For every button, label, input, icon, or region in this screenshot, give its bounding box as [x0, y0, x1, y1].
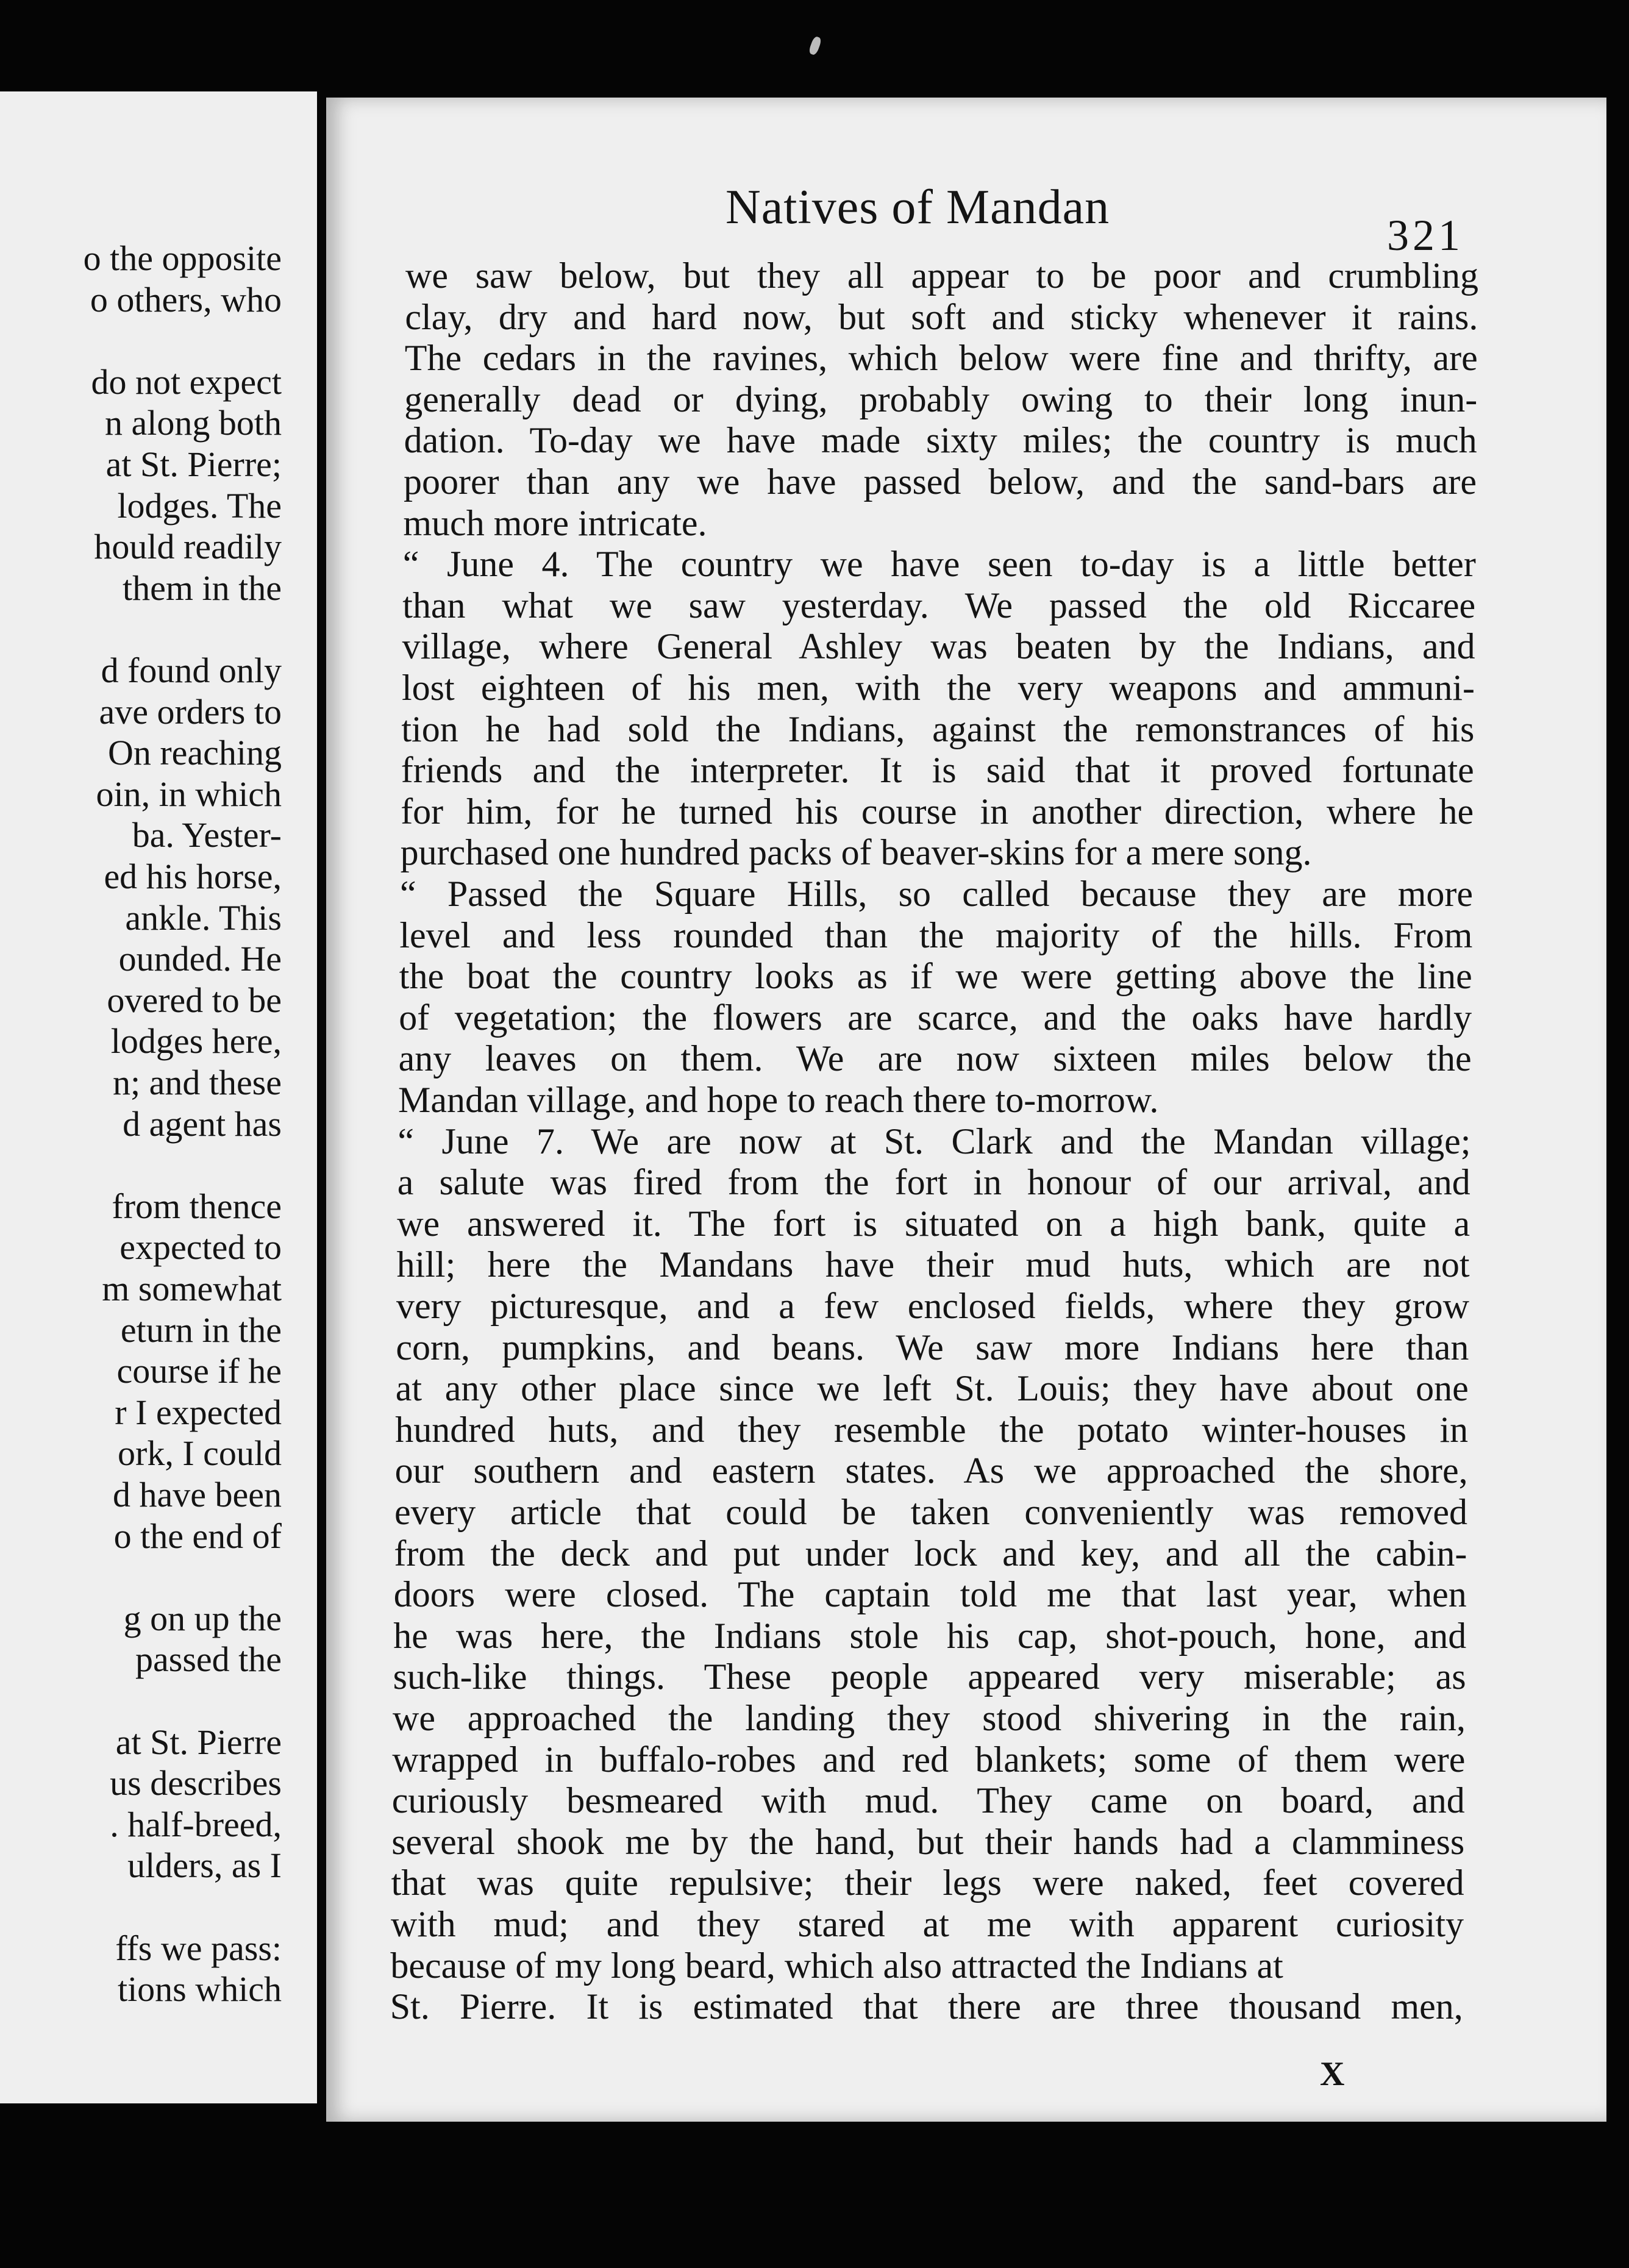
body-text-line: friends and the interpreter. It is said that it proved fortunate: [401, 750, 1474, 791]
left-page-line: . half-breed,: [110, 1804, 282, 1844]
body-text-line: the boat the country looks as if we were getting above the line: [399, 956, 1472, 997]
body-text-line: tion he had sold the Indians, against the remonstrances of his: [401, 708, 1475, 749]
left-page-line: o others, who: [90, 279, 282, 319]
body-text-line: curiously besmeared with mud. They came on board, and: [391, 1780, 1465, 1821]
left-page-line: expected to: [119, 1227, 282, 1268]
left-page-line: tions which: [117, 1969, 282, 2009]
left-page-line: On reaching: [107, 733, 282, 773]
body-text-line: we answered it. The fort is situated on a high bank, quite a: [397, 1203, 1470, 1244]
left-page-line: at St. Pierre: [115, 1722, 282, 1762]
left-page-line: from thence: [112, 1186, 282, 1226]
body-text-line: from the deck and put under lock and key, and all the cabin-: [394, 1533, 1467, 1574]
body-text-line: our southern and eastern states. As we approached the shore,: [394, 1450, 1468, 1491]
body-text-line: wrapped in buffalo-robes and red blankets; some of them were: [392, 1739, 1466, 1780]
left-page-line: o the end of: [113, 1516, 282, 1556]
left-page-line: eturn in the: [120, 1310, 282, 1350]
body-text-line: than what we saw yesterday. We passed the old Riccaree: [402, 585, 1476, 626]
left-page-line: m somewhat: [102, 1269, 282, 1308]
body-text-line: The cedars in the ravines, which below were fine and thrifty, are: [404, 338, 1478, 379]
body-text-line: village, where General Ashley was beaten by the Indians, and: [402, 626, 1475, 667]
left-page-line: ba. Yester-: [132, 815, 282, 855]
body-text-line: because of my long beard, which also attracted the Indians at: [390, 1945, 1283, 1986]
left-page-line: d have been: [113, 1475, 282, 1514]
left-page-line: hould readily: [94, 527, 282, 567]
left-page-line: ave orders to: [99, 691, 282, 732]
left-page-line: r I expected: [115, 1392, 282, 1432]
body-text-line: a salute was fired from the fort in honour of our arrival, and: [397, 1162, 1470, 1203]
left-page-line: g on up the: [123, 1598, 282, 1638]
body-text-line: we approached the landing they stood shivering in the rain,: [393, 1698, 1466, 1738]
body-text-line: lost eighteen of his men, with the very weapons and ammuni-: [402, 668, 1475, 708]
left-page-line: oin, in which: [96, 774, 282, 814]
left-page-line: d agent has: [123, 1104, 282, 1144]
left-page-line: d found only: [101, 651, 282, 690]
left-page: [0, 91, 317, 2103]
left-page-line: ulders, as I: [127, 1845, 282, 1886]
body-text-line: several shook me by the hand, but their hands had a clamminess: [391, 1821, 1465, 1862]
body-text-line: Mandan village, and hope to reach there to-morrow.: [398, 1080, 1159, 1120]
page-number: 321: [1387, 211, 1464, 260]
left-page-line: them in the: [123, 568, 282, 608]
signature-mark: X: [1320, 2055, 1345, 2093]
left-page-line: lodges. The: [117, 485, 282, 526]
body-text-line: we saw below, but they all appear to be poor and crumbling: [405, 255, 1478, 296]
left-page-line: n; and these: [112, 1063, 282, 1102]
running-header-title: Natives of Mandan: [725, 180, 1110, 234]
left-page-line: ankle. This: [125, 897, 282, 938]
body-text-line: very picturesque, and a few enclosed fields, where they grow: [396, 1286, 1469, 1326]
body-text-line: generally dead or dying, probably owing to their long inun-: [404, 379, 1478, 419]
body-text-line: “ June 7. We are now at St. Clark and the Mandan village;: [397, 1121, 1471, 1161]
body-text-line: hill; here the Mandans have their mud huts, which are not: [396, 1244, 1470, 1285]
left-page-line: overed to be: [107, 980, 282, 1020]
body-text-line: doors were closed. The captain told me that last year, when: [393, 1574, 1467, 1615]
body-text-line: purchased one hundred packs of beaver-skins for a mere song.: [400, 832, 1312, 873]
body-text-line: much more intricate.: [403, 502, 707, 543]
body-text-line: such-like things. These people appeared very miserable; as: [393, 1656, 1466, 1697]
left-page-line: passed the: [135, 1639, 282, 1680]
body-text-line: St. Pierre. It is estimated that there are three thousand men,: [390, 1986, 1463, 2027]
right-page: [326, 98, 1606, 2122]
left-page-line: ffs we pass:: [115, 1928, 282, 1968]
body-text-line: at any other place since we left St. Louis; they have about one: [395, 1368, 1469, 1409]
body-text-line: for him, for he turned his course in another direction, where he: [401, 791, 1474, 832]
body-text-line: “ June 4. The country we have seen to-day is a little better: [402, 544, 1476, 585]
body-text-line: clay, dry and hard now, but soft and sticky whenever it rains.: [405, 296, 1478, 337]
left-page-line: ed his horse,: [104, 857, 282, 896]
left-page-line: ork, I could: [118, 1433, 282, 1474]
left-page-line: ounded. He: [118, 939, 282, 979]
body-text-line: corn, pumpkins, and beans. We saw more Indians here than: [396, 1327, 1469, 1368]
body-text-line: hundred huts, and they resemble the potato winter-houses in: [395, 1409, 1469, 1450]
body-text-line: he was here, the Indians stole his cap, shot-pouch, hone, and: [393, 1615, 1467, 1656]
body-text-line: level and less rounded than the majority of the hills. From: [399, 915, 1473, 955]
body-text-line: “ Passed the Square Hills, so called because they are more: [400, 874, 1473, 914]
left-page-line: n along both: [105, 403, 282, 443]
left-page-line: do not expect: [91, 362, 282, 402]
left-page-line: lodges here,: [110, 1021, 282, 1061]
body-text-line: that was quite repulsive; their legs were naked, feet covered: [391, 1863, 1464, 1903]
gutter-mark: [808, 36, 822, 56]
left-page-line: us describes: [110, 1763, 282, 1803]
left-page-line: at St. Pierre;: [105, 444, 282, 484]
left-page-line: course if he: [116, 1351, 282, 1391]
body-text-line: every article that could be taken conveniently was removed: [394, 1492, 1467, 1532]
body-text-line: of vegetation; the flowers are scarce, and the oaks have hardly: [399, 997, 1472, 1038]
body-text-line: with mud; and they stared at me with apparent curiosity: [391, 1904, 1464, 1944]
body-text-line: any leaves on them. We are now sixteen miles below the: [398, 1038, 1472, 1079]
body-text-line: dation. To-day we have made sixty miles; the country is much: [404, 420, 1477, 461]
body-text-line: poorer than any we have passed below, and the sand-bars are: [404, 462, 1477, 502]
left-page-line: o the opposite: [83, 238, 282, 278]
